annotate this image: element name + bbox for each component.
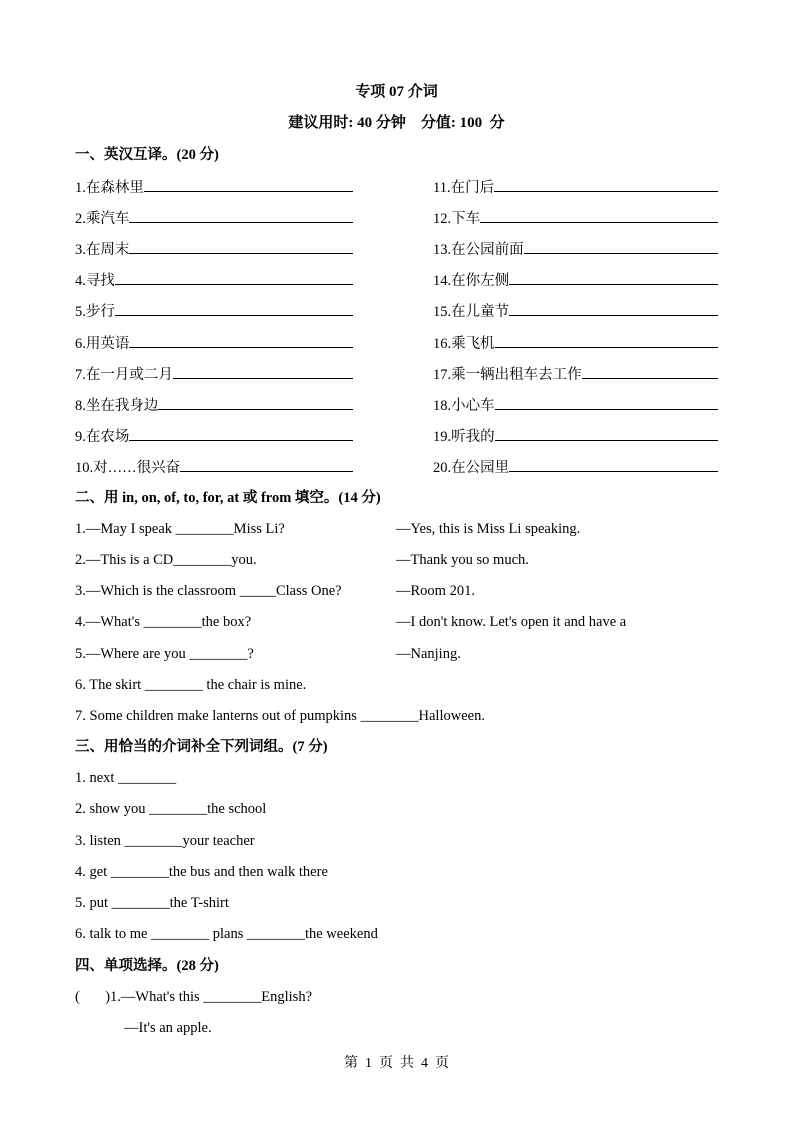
translation-item	[433, 240, 718, 258]
translation-item-label: 1.在森林里	[75, 180, 144, 196]
answer-blank[interactable]	[129, 334, 353, 348]
section4-heading: 四、单项选择。(28 分)	[75, 958, 219, 974]
translation-item-label: 10.对……很兴奋	[75, 460, 181, 476]
fill-blank-question: 6. The skirt ________ the chair is mine.	[75, 677, 307, 693]
answer-blank[interactable]	[582, 365, 718, 379]
section2-heading: 二、用 in, on, of, to, for, at 或 from 填空。(14 分)	[75, 490, 381, 506]
section4-question-1-answer: —It's an apple.	[124, 1020, 212, 1036]
translation-item-label: 13.在公园前面	[433, 242, 524, 258]
fill-blank-response: —I don't know. Let's open it and have a	[396, 614, 627, 630]
translation-item-label: 16.乘飞机	[433, 336, 495, 352]
fill-blank-question: 3.—Which is the classroom _____Class One?	[75, 583, 342, 599]
fill-blank-question: 2.—This is a CD________you.	[75, 552, 257, 568]
translation-item	[433, 209, 718, 227]
translation-item	[433, 458, 718, 476]
translation-item-label: 9.在农场	[75, 429, 130, 445]
translation-item	[433, 365, 718, 383]
translation-item-label: 11.在门后	[433, 180, 495, 196]
phrase-item: 1. next ________	[75, 770, 177, 786]
translation-item	[433, 396, 718, 414]
translation-item-label: 19.听我的	[433, 429, 495, 445]
answer-blank[interactable]	[158, 396, 353, 410]
translation-item	[75, 396, 353, 414]
page-title: 专项 07 介词	[355, 84, 438, 100]
translation-item	[433, 302, 718, 320]
translation-item	[75, 178, 353, 196]
answer-blank[interactable]	[509, 302, 718, 316]
answer-blank[interactable]	[509, 271, 718, 285]
translation-item	[75, 334, 353, 352]
translation-item-label: 18.小心车	[433, 398, 495, 414]
answer-blank[interactable]	[129, 209, 353, 223]
phrase-item: 4. get ________the bus and then walk there	[75, 864, 328, 880]
fill-blank-response: —Yes, this is Miss Li speaking.	[396, 521, 581, 537]
answer-blank[interactable]	[129, 427, 353, 441]
answer-blank[interactable]	[495, 334, 718, 348]
translation-item	[433, 178, 718, 196]
translation-item-label: 4.寻找	[75, 273, 115, 289]
translation-item	[433, 271, 718, 289]
phrase-item: 3. listen ________your teacher	[75, 833, 255, 849]
translation-item-label: 6.用英语	[75, 336, 130, 352]
phrase-item: 6. talk to me ________ plans ________the weekend	[75, 926, 378, 942]
translation-item-label: 12.下车	[433, 211, 481, 227]
translation-item-label: 7.在一月或二月	[75, 367, 173, 383]
phrase-item: 2. show you ________the school	[75, 801, 267, 817]
answer-blank[interactable]	[524, 240, 718, 254]
fill-blank-question: 4.—What's ________the box?	[75, 614, 252, 630]
fill-blank-question: 5.—Where are you ________?	[75, 646, 254, 662]
translation-item	[75, 271, 353, 289]
translation-item	[75, 240, 353, 258]
fill-blank-question: 1.—May I speak ________Miss Li?	[75, 521, 285, 537]
translation-item	[75, 458, 353, 476]
translation-item	[433, 427, 718, 445]
translation-item-label: 17.乘一辆出租车去工作	[433, 367, 582, 383]
fill-blank-response: —Room 201.	[396, 583, 475, 599]
translation-item-label: 20.在公园里	[433, 460, 510, 476]
fill-blank-response: —Nanjing.	[396, 646, 461, 662]
answer-blank[interactable]	[173, 365, 353, 379]
section4-question-1: ( )1.—What's this ________English?	[75, 989, 313, 1005]
translation-item-label: 15.在儿童节	[433, 304, 510, 320]
translation-item-label: 14.在你左侧	[433, 273, 510, 289]
fill-blank-question: 7. Some children make lanterns out of pumpkins ________Halloween.	[75, 708, 485, 724]
translation-item-label: 2.乘汽车	[75, 211, 130, 227]
answer-blank[interactable]	[129, 240, 353, 254]
answer-blank[interactable]	[480, 209, 718, 223]
translation-item	[75, 427, 353, 445]
answer-blank[interactable]	[180, 458, 353, 472]
page-subtitle: 建议用时: 40 分钟 分值: 100 分	[288, 115, 505, 131]
answer-blank[interactable]	[115, 302, 353, 316]
translation-item	[75, 365, 353, 383]
section1-heading: 一、英汉互译。(20 分)	[75, 147, 219, 163]
translation-item-label: 8.坐在我身边	[75, 398, 159, 414]
translation-item	[75, 302, 353, 320]
translation-item-label: 5.步行	[75, 304, 115, 320]
answer-blank[interactable]	[495, 396, 718, 410]
answer-blank[interactable]	[495, 427, 718, 441]
phrase-item: 5. put ________the T-shirt	[75, 895, 229, 911]
translation-item-label: 3.在周末	[75, 242, 130, 258]
fill-blank-response: —Thank you so much.	[396, 552, 529, 568]
translation-item	[75, 209, 353, 227]
answer-blank[interactable]	[115, 271, 353, 285]
answer-blank[interactable]	[494, 178, 718, 192]
answer-blank[interactable]	[144, 178, 353, 192]
translation-item	[433, 334, 718, 352]
page-footer: 第 1 页 共 4 页	[344, 1056, 449, 1071]
section3-heading: 三、用恰当的介词补全下列词组。(7 分)	[75, 739, 328, 755]
answer-blank[interactable]	[509, 458, 718, 472]
